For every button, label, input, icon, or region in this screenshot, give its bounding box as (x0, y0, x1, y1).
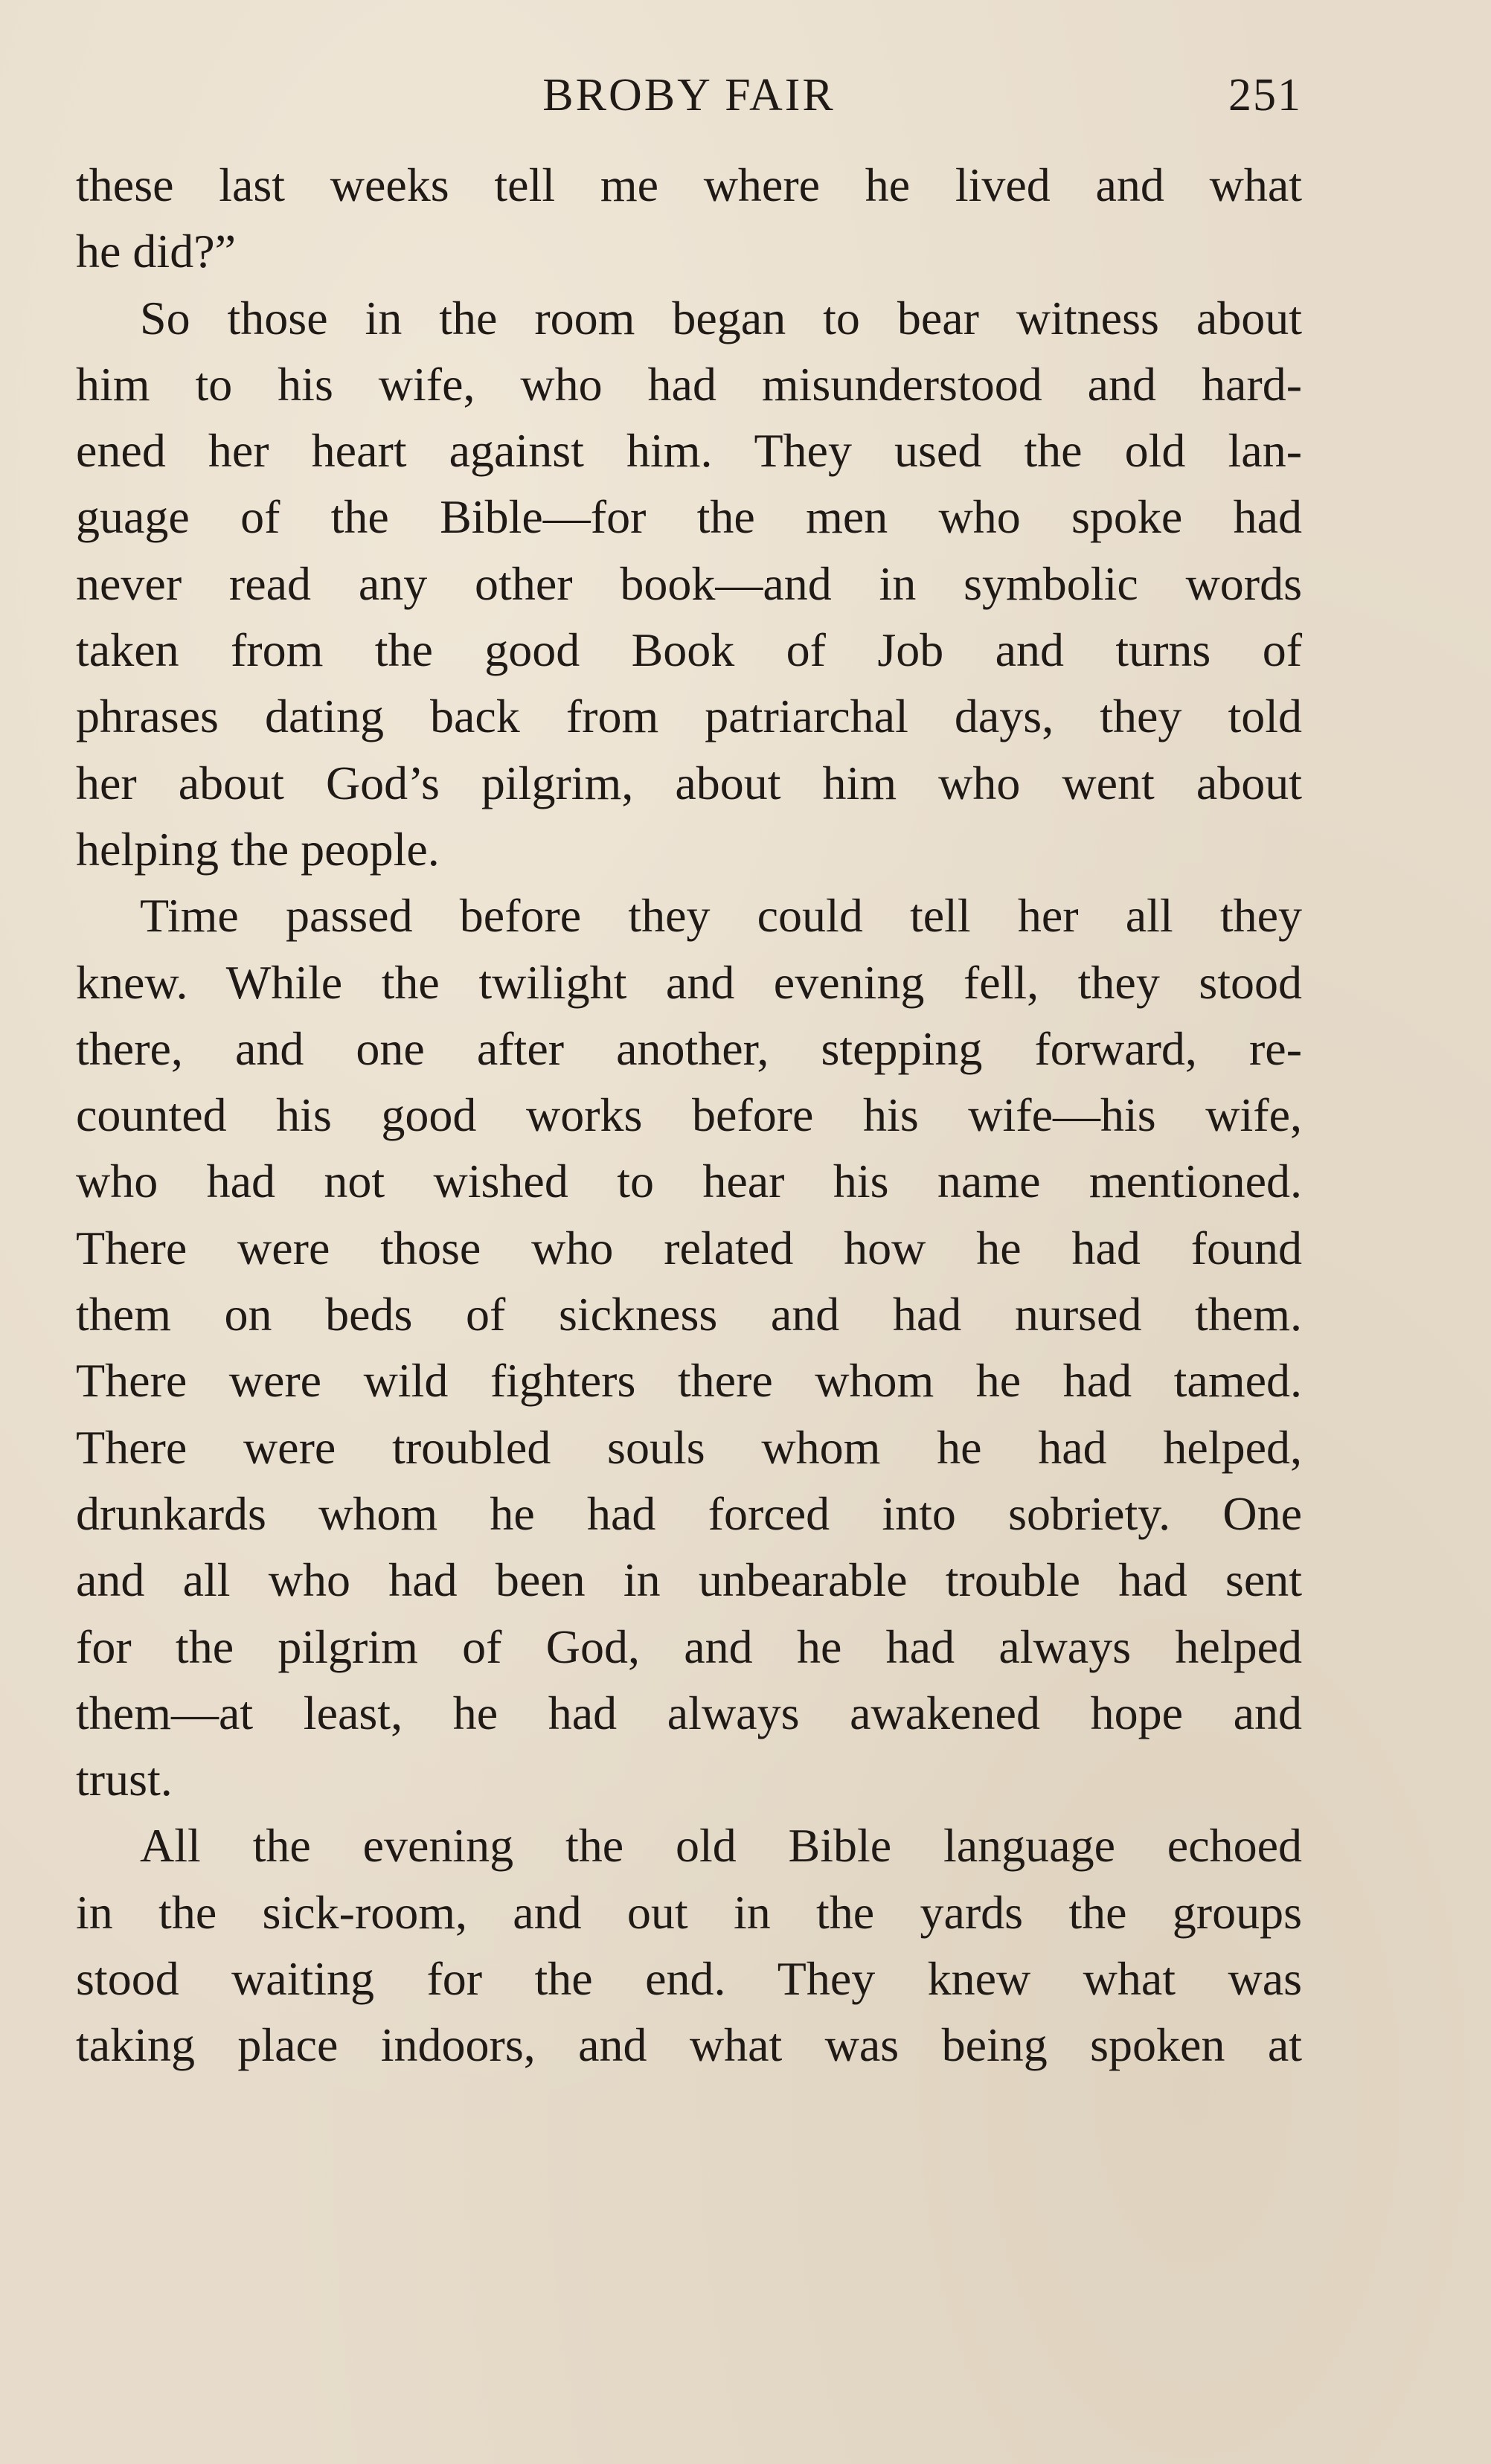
page-number: 251 (1228, 70, 1302, 121)
text-line: taken from the good Book of Job and turns of (76, 623, 1302, 677)
text-line: stood waiting for the end. They knew what was (76, 1952, 1302, 2006)
text-line: drunkards whom he had forced into sobriety. One (76, 1486, 1302, 1540)
text-line: helping the people. (76, 822, 440, 876)
text-line: them—at least, he had always awakened hope and (76, 1686, 1302, 1739)
body-text (76, 152, 1302, 2079)
text-line: counted his good works before his wife—his wife, (76, 1088, 1302, 1142)
text-line: guage of the Bible—for the men who spoke had (76, 490, 1302, 544)
text-line: There were those who related how he had found (76, 1221, 1302, 1274)
text-line: in the sick-room, and out in the yards the groups (76, 1885, 1302, 1939)
text-line: So those in the room began to bear witness about (140, 291, 1302, 344)
text-line: these last weeks tell me where he lived and what (76, 158, 1302, 211)
text-line: phrases dating back from patriarchal days, they told (76, 690, 1302, 743)
text-line: him to his wife, who had misunderstood and hard- (76, 357, 1302, 411)
paragraph (76, 1812, 1302, 2078)
text-line: All the evening the old Bible language echoed (140, 1819, 1302, 1873)
text-line: There were troubled souls whom he had helped, (76, 1420, 1302, 1474)
paragraph (76, 882, 1302, 1812)
text-line: trust. (76, 1753, 173, 1806)
text-line: Time passed before they could tell her all they (140, 889, 1302, 943)
text-line: knew. While the twilight and evening fell, they stood (76, 955, 1302, 1009)
text-line: ened her heart against him. They used the old lan- (76, 424, 1302, 478)
text-line: and all who had been in unbearable trouble had sent (76, 1553, 1302, 1607)
running-head (76, 65, 1302, 125)
text-line: for the pilgrim of God, and he had always helped (76, 1620, 1302, 1673)
text-line: her about God’s pilgrim, about him who went about (76, 756, 1302, 809)
text-line: there, and one after another, stepping forward, re- (76, 1021, 1302, 1075)
text-line: never read any other book—and in symbolic words (76, 556, 1302, 610)
text-line: them on beds of sickness and had nursed them. (76, 1288, 1302, 1341)
running-title: BROBY FAIR (542, 70, 836, 121)
text-line: There were wild fighters there whom he had tamed. (76, 1354, 1302, 1408)
paragraph (76, 285, 1302, 883)
text-line: who had not wished to hear his name mentioned. (76, 1155, 1302, 1208)
paragraph (76, 152, 1302, 285)
text-line: taking place indoors, and what was being spoken at (76, 2018, 1302, 2072)
text-line: he did?” (76, 225, 236, 278)
